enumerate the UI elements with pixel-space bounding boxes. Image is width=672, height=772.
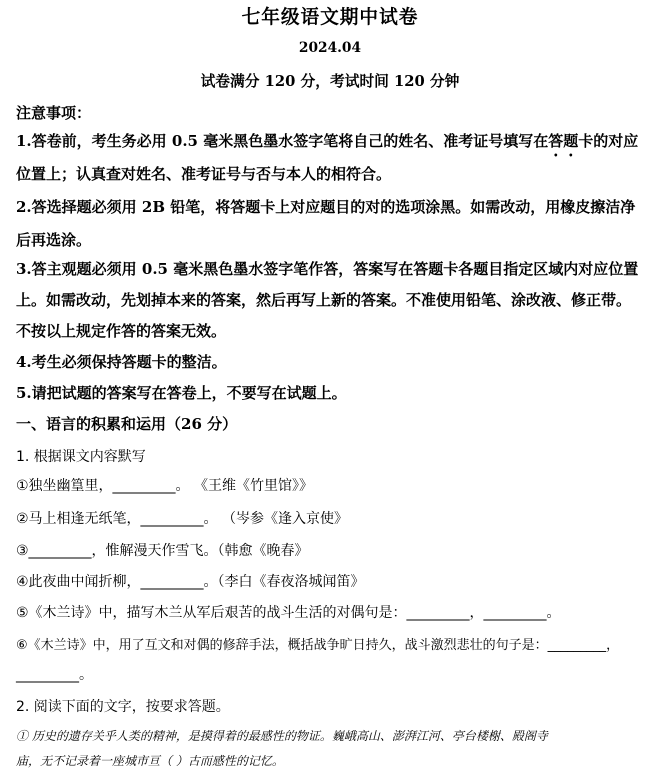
section-1-heading: 一、语言的积累和运用（26 分）	[16, 415, 238, 433]
notice-item-3-line-3: 不按以上规定作答的答案无效。	[16, 322, 227, 340]
notice-item-1-line-2: 位置上；认真查对姓名、准考证号与否与本人的相符合。	[16, 165, 392, 183]
notice-item-1-line-1: 1.答卷前，考生务必用 0.5 毫米黑色墨水签字笔将自己的姓名、准考证号填写在答题卡的对应	[16, 132, 639, 150]
question-1-line-4: ④此夜曲中闻折柳，_________。（李白《春夜洛城闻笛》	[16, 574, 365, 590]
notice-item-2-line-2: 后再选涂。	[16, 231, 92, 249]
question-1-line-1: ①独坐幽篁里，_________。 《王维《竹里馆》》	[16, 478, 313, 494]
notice-item-3-line-2: 上。如需改动，先划掉本来的答案，然后再写上新的答案。不准使用铅笔、涂改液、修正带。	[16, 291, 632, 309]
notice-item-5: 5.请把试题的答案写在答卷上，不要写在试题上。	[16, 384, 347, 402]
emphasis-answer-sheet: 答题	[548, 132, 579, 150]
question-2-passage-line-2: 庙，无不记录着一座城市亘（ ）古而感性的记忆。	[16, 754, 284, 768]
question-2-passage-line-1: ① 历史的遗存关乎人类的精神，是摸得着的最感性的物证。巍峨高山、澎湃江河、亭台楼榭、殿阁寺	[16, 729, 548, 743]
notice-item-2-line-1: 2.答选择题必须用 2B 铅笔，将答题卡上对应题目的对的选项涂黑。如需改动，用橡皮擦洁净	[16, 198, 636, 216]
question-1-line-2: ②马上相逢无纸笔，_________。 （岑参《逢入京使》	[16, 511, 348, 527]
question-1-line-7: _________。	[16, 667, 93, 683]
exam-title: 七年级语文期中试卷	[241, 6, 419, 28]
question-2-title: 2. 阅读下面的文字，按要求答题。	[16, 699, 230, 715]
question-1-line-5: ⑤《木兰诗》中，描写木兰从军后艰苦的战斗生活的对偶句是：_________，_________。	[16, 605, 561, 621]
question-1-title: 1. 根据课文内容默写	[16, 449, 146, 465]
notice-heading: 注意事项：	[16, 104, 92, 122]
notice-item-3-line-1: 3.答主观题必须用 0.5 毫米黑色墨水签字笔作答，答案写在答题卡各题目指定区域内对应位置	[16, 260, 639, 278]
exam-date: 2024.04	[298, 40, 362, 56]
notice-item-4: 4.考生必须保持答题卡的整洁。	[16, 353, 227, 371]
exam-score-info: 试卷满分 120 分，考试时间 120 分钟	[200, 72, 460, 90]
question-1-line-6: ⑥《木兰诗》中，用了互文和对偶的修辞手法，概括战争旷日持久，战斗激烈悲壮的句子是：_________，	[16, 638, 620, 653]
question-1-line-3: ③_________，惟解漫天作雪飞。（韩愈《晚春》	[16, 543, 309, 559]
